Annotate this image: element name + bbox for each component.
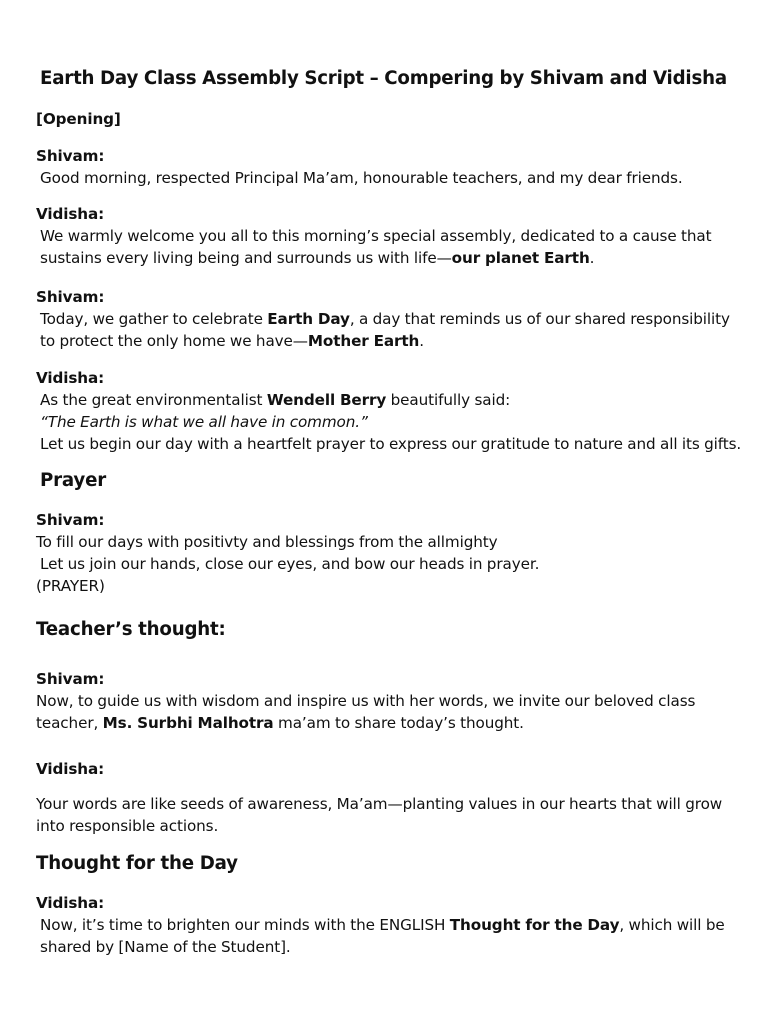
- welcome-text: We warmly welcome you all to this morning’s special assembly, dedicated to a cause that sustains every living being and surrounds us with life—: [40, 227, 712, 267]
- shivam-teacher-invite: [36, 690, 740, 734]
- quote-intro: [40, 389, 744, 411]
- teachers-thought-heading: Teacher’s thought:: [36, 619, 226, 640]
- invite-text: Now, to guide us with wisdom and inspire us with her words, we invite our beloved class teacher,: [36, 692, 696, 732]
- welcome-end: .: [589, 249, 595, 267]
- document-title: Earth Day Class Assembly Script – Compering by Shivam and Vidisha: [40, 68, 727, 89]
- vidisha-response: Your words are like seeds of awareness, Ma’am—planting values in our hearts that will grow into responsible actions.: [36, 795, 723, 835]
- prayer-lines: [36, 531, 740, 597]
- invite-end: ma’am to share today’s thought.: [273, 714, 524, 732]
- thought-emphasis: Thought for the Day: [449, 916, 620, 934]
- vidisha-welcome: [36, 225, 744, 269]
- speaker-vidisha: Vidisha:: [36, 205, 105, 223]
- speaker-shivam: Shivam:: [36, 147, 105, 165]
- prayer-heading: Prayer: [40, 470, 106, 491]
- speaker-vidisha: Vidisha:: [36, 369, 105, 387]
- thought-for-day-heading: Thought for the Day: [36, 853, 238, 874]
- shivam-opening-greeting: Good morning, respected Principal Ma’am, honourable teachers, and my dear friends.: [40, 169, 683, 187]
- prayer-invitation: Let us begin our day with a heartfelt prayer to express our gratitude to nature and all its gifts.: [40, 435, 742, 453]
- speaker-shivam: Shivam:: [36, 670, 105, 688]
- quote-author: Wendell Berry: [266, 391, 387, 409]
- shivam-earth-day: [36, 308, 744, 352]
- quote-text: “The Earth is what we all have in common.”: [40, 413, 368, 431]
- thought-intro-text: Now, it’s time to brighten our minds with the ENGLISH: [40, 916, 450, 934]
- prayer-line-3: (PRAYER): [36, 577, 105, 595]
- prayer-line-2: Let us join our hands, close our eyes, and bow our heads in prayer.: [40, 555, 540, 573]
- quote-intro-text: As the great environmentalist: [40, 391, 267, 409]
- speaker-shivam: Shivam:: [36, 511, 105, 529]
- vidisha-quote: [36, 389, 744, 455]
- quote-intro-end: beautifully said:: [386, 391, 511, 409]
- thought-intro-end: , which will be shared by [Name of the Student].: [40, 916, 725, 956]
- earth-day-emphasis: Earth Day: [267, 310, 350, 328]
- welcome-emphasis: our planet Earth: [451, 249, 590, 267]
- mother-earth-emphasis: Mother Earth: [307, 332, 420, 350]
- teacher-name: Ms. Surbhi Malhotra: [102, 714, 274, 732]
- earth-day-text-mid: , a day that reminds us of our shared responsibility to protect the only home we have—: [40, 310, 730, 350]
- vidisha-thought-intro: [36, 914, 744, 958]
- earth-day-text: Today, we gather to celebrate: [40, 310, 268, 328]
- opening-label: [Opening]: [36, 110, 121, 128]
- speaker-vidisha: Vidisha:: [36, 760, 105, 778]
- speaker-shivam: Shivam:: [36, 288, 105, 306]
- prayer-line-1: To fill our days with positivty and blessings from the allmighty: [36, 533, 498, 551]
- speaker-vidisha: Vidisha:: [36, 894, 105, 912]
- earth-day-end: .: [419, 332, 425, 350]
